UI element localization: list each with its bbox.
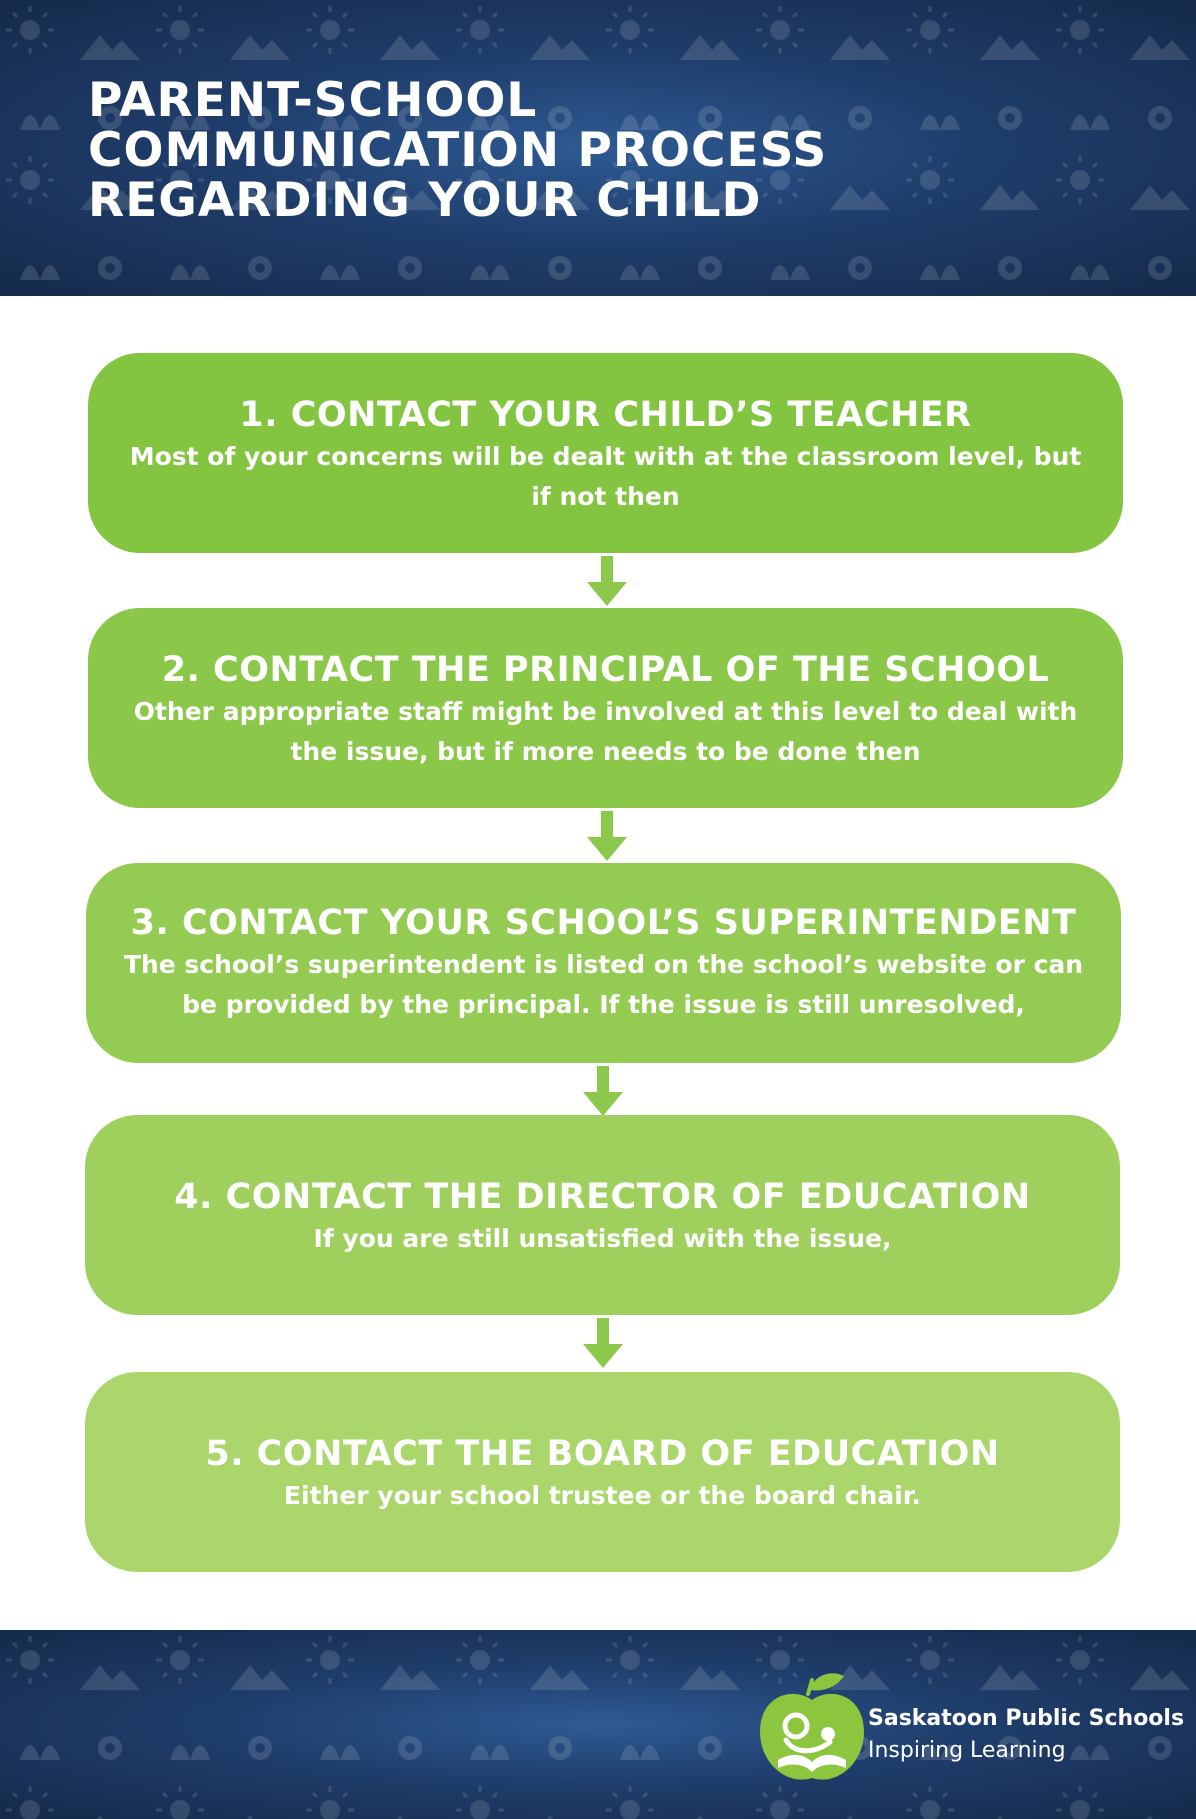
- step-5-description: Either your school trustee or the board chair.: [283, 1481, 922, 1510]
- header-banner: [0, 0, 1196, 296]
- title-line-1: PARENT-SCHOOL: [88, 73, 538, 128]
- step-2-description: Other appropriate staff might be involved at this level to deal with the issue, but if more needs to be done then: [133, 697, 1078, 766]
- step-1-box: [88, 353, 1123, 553]
- school-logo: [752, 1668, 1185, 1788]
- page-title: [88, 73, 828, 228]
- step-4-title: 4. CONTACT THE DIRECTOR OF EDUCATION: [174, 1177, 1031, 1217]
- down-arrow-icon: [581, 1318, 625, 1368]
- step-3-description: The school’s superintendent is listed on the school’s website or can be provided by the principal. If the issue is still unresolved,: [123, 950, 1084, 1019]
- step-2-box: [88, 608, 1123, 808]
- down-arrow-icon: [585, 811, 629, 861]
- step-4-description: If you are still unsatisfied with the issue,: [313, 1224, 892, 1253]
- step-5-title: 5. CONTACT THE BOARD OF EDUCATION: [205, 1434, 1000, 1474]
- step-3-title: 3. CONTACT YOUR SCHOOL’S SUPERINTENDENT: [130, 903, 1077, 943]
- step-1-title: 1. CONTACT YOUR CHILD’S TEACHER: [239, 395, 972, 435]
- apple-reader-icon: [752, 1668, 872, 1788]
- organization-name: Saskatoon Public Schools: [868, 1706, 1185, 1731]
- title-line-2: COMMUNICATION PROCESS: [88, 123, 828, 178]
- down-arrow-icon: [581, 1066, 625, 1116]
- organization-tagline: Inspiring Learning: [868, 1738, 1066, 1763]
- title-line-3: REGARDING YOUR CHILD: [88, 173, 762, 228]
- step-2-title: 2. CONTACT THE PRINCIPAL OF THE SCHOOL: [161, 650, 1050, 690]
- down-arrow-icon: [585, 556, 629, 606]
- step-1-description: Most of your concerns will be dealt with at the classroom level, but if not then: [129, 442, 1082, 511]
- step-4-box: [85, 1115, 1120, 1315]
- step-5-box: [85, 1372, 1120, 1572]
- step-3-box: [86, 863, 1121, 1063]
